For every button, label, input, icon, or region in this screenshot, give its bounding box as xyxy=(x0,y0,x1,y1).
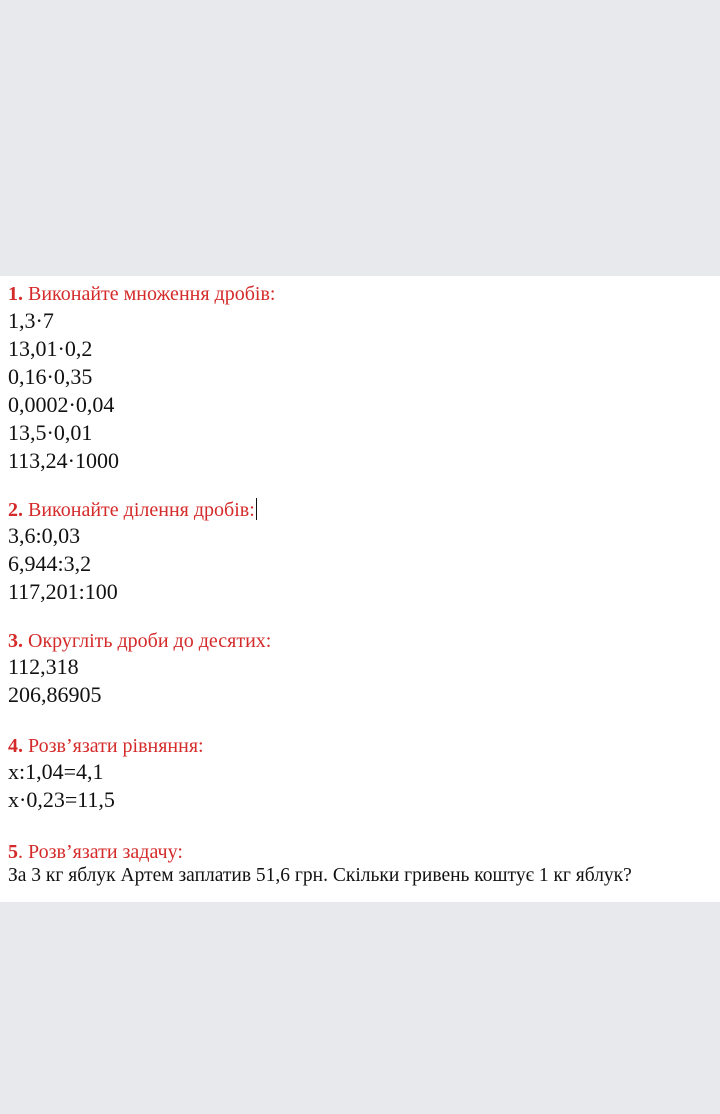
task-1-item-3: 0,16·0,35 xyxy=(8,364,93,389)
task-3-item-1: 112,318 xyxy=(8,654,79,679)
task-1-item-2: 13,01·0,2 xyxy=(8,336,93,361)
task-2-number: 2. xyxy=(8,499,23,521)
task-1-item-1: 1,3·7 xyxy=(8,308,54,333)
task-1-item-4: 0,0002·0,04 xyxy=(8,392,115,417)
task-4-heading xyxy=(8,732,204,760)
task-3-number: 3. xyxy=(8,630,23,652)
task-4-item-2: x·0,23=11,5 xyxy=(8,787,115,812)
task-5-title: . Розв’язати задачу: xyxy=(18,841,183,863)
task-3-title: Округліть дроби до десятих: xyxy=(23,630,272,652)
task-4-title: Розв’язати рівняння: xyxy=(23,735,204,757)
task-2-heading xyxy=(8,496,257,524)
task-2-item-1: 3,6:0,03 xyxy=(8,523,81,548)
task-4-number: 4. xyxy=(8,735,23,757)
task-1-item-6: 113,24·1000 xyxy=(8,448,120,473)
task-1-number: 1. xyxy=(8,283,23,305)
task-1-title: Виконайте множення дробів: xyxy=(23,283,276,305)
task-5-number: 5 xyxy=(8,841,18,863)
task-2-title: Виконайте ділення дробів: xyxy=(23,499,255,521)
task-1-item-5: 13,5·0,01 xyxy=(8,420,93,445)
task-3-item-2: 206,86905 xyxy=(8,682,102,707)
text-cursor xyxy=(256,498,257,520)
task-2-item-2: 6,944:3,2 xyxy=(8,551,92,576)
task-1-heading xyxy=(8,280,275,308)
document-sheet xyxy=(0,276,720,902)
task-3-heading xyxy=(8,627,271,655)
task-2-item-3: 117,201:100 xyxy=(8,579,118,604)
task-5-problem-text: За 3 кг яблук Артем заплатив 51,6 грн. Скільки гривень коштує 1 кг яблук? xyxy=(8,865,632,886)
task-4-item-1: x:1,04=4,1 xyxy=(8,759,104,784)
